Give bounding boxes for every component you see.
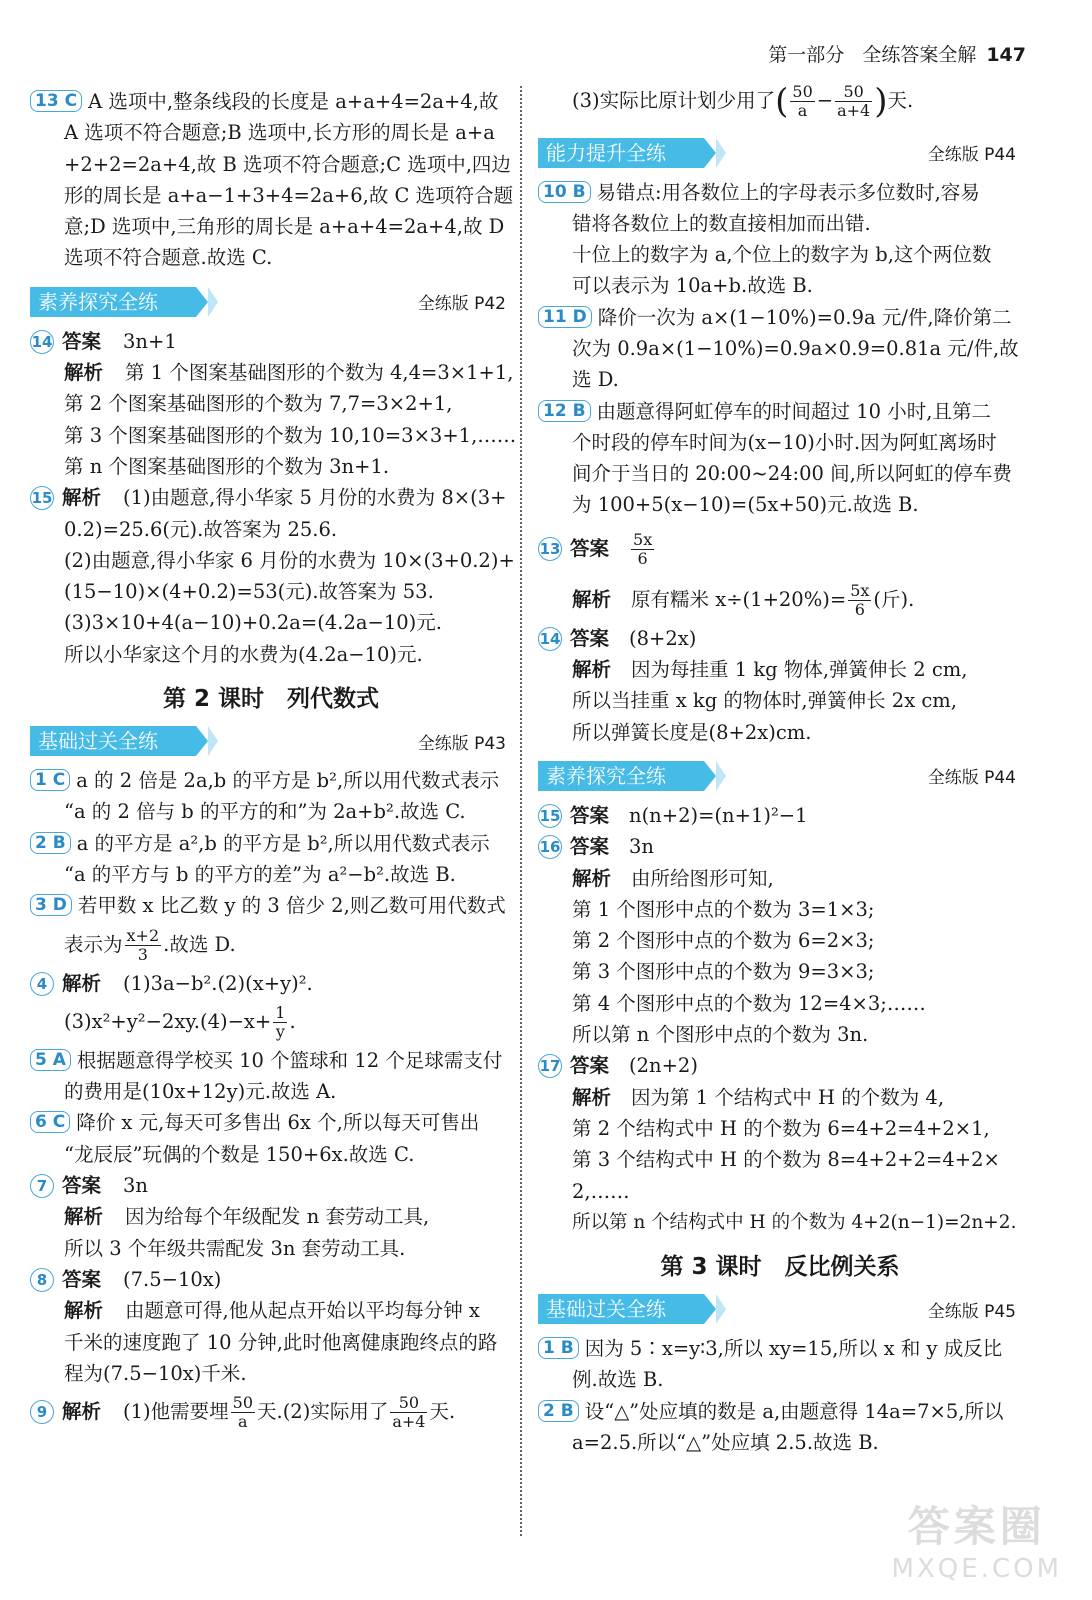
analysis-label: 解析 [572,1085,612,1109]
denominator: a+4 [837,101,871,120]
answer-text: 所以弹簧长度是(8+2x)cm. [572,720,812,744]
answer-12 [538,396,1022,521]
banner-ref: 全练版 P42 [417,294,506,315]
answer-text: a 的 2 倍是 2a,b 的平方是 b²,所以用代数式表示 [76,769,500,793]
answer-text: 十位上的数字为 a,个位上的数字为 b,这个两位数 [572,243,992,267]
question-badge: 13 C [30,90,82,112]
question-number: 17 [538,1054,562,1078]
section-banner [538,758,1022,794]
watermark-url: MXQE.COM [891,1554,1062,1584]
question-number: 8 [30,1268,54,1292]
analysis-label: 解析 [62,1400,102,1424]
fraction [231,1394,255,1431]
answer-text: A 选项中,整条线段的长度是 a+a+4=2a+4,故 [88,90,499,113]
answer-15 [30,482,515,670]
numerator: 5x [633,529,653,549]
numerator: 1 [275,1002,286,1022]
question-badge: 5 A [30,1049,71,1071]
answer-text: (15−10)×(4+0.2)=53(元).故答案为 53. [64,580,434,604]
answer-text: “a 的平方与 b 的平方的差”为 a²−b².故选 B. [64,862,456,886]
answer-r2 [538,1396,1022,1459]
answer-17r [538,1050,1022,1238]
answer-14 [30,326,517,482]
answer-10 [538,177,1022,302]
answer-text: 选项不符合题意.故选 C. [64,246,273,270]
numerator: 50 [390,1394,427,1413]
question-badge: 2 B [538,1400,579,1422]
column-divider [520,86,522,1536]
answer-text: 第 4 个图形中点的个数为 12=4×3;…… [572,991,926,1015]
answer-text: 所以当挂重 x kg 的物体时,弹簧伸长 2x cm, [572,689,958,713]
answer-text: 第 2 个图形中点的个数为 6=2×3; [572,929,875,953]
answer-text: 第 3 个结构式中 H 的个数为 8=4+2+2=4+2× [572,1148,1000,1172]
answer-text: 形的周长是 a+a−1+3+4=2a+6,故 C 选项符合题 [64,183,514,207]
answer-label: 答案 [62,1267,102,1291]
watermark-text: 答案圈 [907,1502,1046,1551]
question-badge: 3 D [30,894,72,916]
answer-text: 第 2 个图案基础图形的个数为 7,7=3×2+1, [64,392,453,416]
question-badge: 6 C [30,1111,70,1133]
fraction [790,83,814,120]
section-banner [538,135,1022,171]
analysis-label: 解析 [62,971,102,995]
answer-text: 2,…… [572,1179,630,1203]
answer-text: 所以第 n 个结构式中 H 的个数为 4+2(n−1)=2n+2. [572,1211,1017,1233]
left-paren: ( [775,81,789,122]
header-part: 第一部分 [768,44,845,66]
question-badge: 10 B [538,181,591,203]
answer-text: 天.(2)实际用了 [257,1400,389,1424]
answer-text: (2)由题意,得小华家 6 月份的水费为 10×(3+0.2)+ [64,548,515,572]
denominator: 6 [637,548,648,568]
question-number: 15 [538,804,562,828]
question-badge: 1 C [30,769,70,791]
analysis-label: 解析 [64,1299,104,1323]
answer-text: a 的平方是 a²,b 的平方是 b²,所以用代数式表示 [76,831,490,855]
answer-text: 次为 0.9a×(1−10%)=0.9a×0.9=0.81a 元/件,故 [572,336,1019,360]
denominator: 6 [854,599,865,619]
denominator: 3 [137,944,148,964]
answer-text: 易错点:用各数位上的字母表示多位数时,容易 [596,180,980,204]
answer-5 [30,1045,512,1108]
answer-text: 由题意可得,他从起点开始以平均每分钟 x [125,1299,480,1323]
numerator: 5x [850,580,870,600]
answer-text: 千米的速度跑了 10 分钟,此时他离健康跑终点的路 [64,1330,498,1354]
header-title: 全练答案全解 [862,44,977,66]
answer-text: 0.2)=25.6(元).故答案为 25.6. [64,517,338,541]
answer-text: 程为(7.5−10x)千米. [64,1361,247,1385]
answer-value: (2n+2) [629,1054,698,1078]
answer-text: 设“△”处应填的数是 a,由题意得 14a=7×5,所以 [584,1399,1004,1423]
question-number: 13 [538,537,562,561]
answer-value: (8+2x) [629,626,697,650]
analysis-label: 解析 [572,658,612,682]
question-badge: 1 B [538,1337,579,1359]
answer-text: 的费用是(10x+12y)元.故选 A. [64,1080,337,1104]
answer-4 [30,968,512,1045]
answer-16r [538,831,1022,1050]
analysis-label: 解析 [572,866,612,890]
answer-13 [30,86,512,274]
answer-text: 可以表示为 10a+b.故选 B. [572,274,813,298]
denominator: a [238,1412,248,1432]
banner-label: 基础过关全练 [30,726,196,756]
answer-text: “a 的 2 倍与 b 的平方的和”为 2a+b².故选 C. [64,800,466,824]
minus-sign: − [816,89,834,112]
right-column [538,81,1022,1458]
answer-text: 根据题意得学校买 10 个篮球和 12 个足球需支付 [76,1048,503,1072]
fraction [125,927,162,964]
answer-text: 天. [429,1400,456,1424]
section-banner [30,723,512,759]
denominator: a [797,101,808,120]
answer-3 [30,890,512,967]
answer-text: 第 2 个结构式中 H 的个数为 6=4+2=4+2×1, [572,1116,990,1140]
banner-ref: 全练版 P44 [927,768,1016,789]
answer-text: 第 n 个图案基础图形的个数为 3n+1. [64,454,390,478]
fraction [848,582,871,619]
answer-text: “龙辰辰”玩偶的个数是 150+6x.故选 C. [64,1142,415,1166]
answer-text: . [289,1009,296,1033]
answer-text: (1)由题意,得小华家 5 月份的水费为 8×(3+ [123,486,507,510]
answer-text: 选 D. [572,368,619,392]
question-badge: 2 B [30,832,71,854]
question-number: 15 [30,486,54,510]
answer-text: A 选项不符合题意;B 选项中,长方形的周长是 a+a [64,121,495,145]
answer-2 [30,828,512,891]
fraction [835,83,872,120]
answer-text: 错将各数位上的数直接相加而出错. [572,211,871,235]
answer-label: 答案 [570,626,610,650]
watermark-logo [892,1494,1062,1584]
answer-text: 因为 5∶x=y∶3,所以 xy=15,所以 x 和 y 成反比 [584,1337,1003,1361]
answer-6 [30,1107,512,1170]
left-column [30,86,517,1435]
answer-text: 因为每挂重 1 kg 物体,弹簧伸长 2 cm, [631,658,968,682]
answer-15r [538,800,1022,831]
right-paren: ) [874,81,888,122]
answer-label: 答案 [570,835,610,859]
answer-text: 例.故选 B. [572,1368,664,1392]
answer-value: n(n+2)=(n+1)²−1 [629,803,808,827]
answer-text: 由题意得阿虹停车的时间超过 10 小时,且第二 [596,399,991,423]
numerator: 50 [835,83,872,102]
answer-text: 因为给每个年级配发 n 套劳动工具, [125,1205,430,1229]
answer-text: 所以 3 个年级共需配发 3n 套劳动工具. [64,1236,406,1260]
banner-label: 能力提升全练 [538,138,704,168]
answer-text: 第 3 个图案基础图形的个数为 10,10=3×3+1,…… [64,423,517,447]
question-badge: 12 B [538,400,591,422]
fraction [390,1394,427,1431]
banner-label: 素养探究全练 [538,761,704,791]
answer-text: 由所给图形可知, [631,866,774,890]
page-header [768,40,1026,67]
page-number: 147 [986,44,1026,66]
numerator: 50 [232,1393,253,1413]
answer-7 [30,1170,512,1264]
fraction [273,1004,287,1041]
answer-text: a=2.5.所以“△”处应填 2.5.故选 B. [572,1431,879,1454]
answer-text: 个时段的停车时间为(x−10)小时.因为阿虹离场时 [572,430,997,454]
lesson-title: 第 3 课时 反比例关系 [660,1254,900,1281]
answer-text: (3)x²+y²−2xy.(4)−x+ [64,1009,272,1033]
answer-text: 第 1 个图形中点的个数为 3=1×3; [572,897,875,921]
answer-r1 [538,1333,1022,1396]
answer-text: (3)实际比原计划少用了 [572,89,776,112]
answer-text: 表示为 [64,932,123,956]
answer-text: 所以小华家这个月的水费为(4.2a−10)元. [64,642,423,666]
analysis-label: 解析 [64,1205,104,1229]
fraction [631,531,654,568]
analysis-label: 解析 [64,361,104,385]
answer-label: 答案 [570,1054,610,1078]
answer-text: 第 3 个图形中点的个数为 9=3×3; [572,960,875,984]
answer-label: 答案 [62,329,102,353]
numerator: 50 [792,82,813,101]
answer-value: (7.5−10x) [123,1267,222,1291]
denominator: a+4 [392,1412,426,1432]
answer-value: 3n [123,1174,148,1198]
analysis-label: 解析 [62,486,102,510]
answer-label: 答案 [570,536,610,560]
answer-text: 第 1 个图案基础图形的个数为 4,4=3×1+1, [125,361,514,385]
answer-text: (3)3×10+4(a−10)+0.2a=(4.2a−10)元. [64,611,442,635]
answer-11 [538,302,1022,396]
numerator: x+2 [126,925,160,945]
answer-text: (斤). [873,587,915,611]
answer-9 [30,1389,512,1435]
answer-14r [538,623,1022,748]
question-number: 16 [538,835,562,859]
banner-ref: 全练版 P43 [417,733,506,754]
answer-text: 因为第 1 个结构式中 H 的个数为 4, [631,1085,945,1109]
answer-label: 答案 [62,1174,102,1198]
answer-text: (1)他需要埋 [123,1400,229,1424]
answer-text: 为 100+5(x−10)=(5x+50)元.故选 B. [572,493,919,517]
answer-text: 若甲数 x 比乙数 y 的 3 倍少 2,则乙数可用代数式 [77,894,506,918]
analysis-label: 解析 [572,587,612,611]
banner-label: 基础过关全练 [538,1294,704,1324]
question-badge: 11 D [538,306,592,328]
section-banner [30,284,512,320]
answer-8 [30,1264,512,1389]
question-number: 7 [30,1174,54,1198]
answer-text: 间介于当日的 20:00~24:00 间,所以阿虹的停车费 [572,462,1012,486]
answer-label: 答案 [570,803,610,827]
answer-1 [30,765,512,828]
answer-text: 天. [887,89,914,112]
question-number: 4 [30,972,54,996]
answer-text: (1)3a−b².(2)(x+y)². [123,971,313,995]
answer-value: 3n+1 [123,329,177,353]
banner-ref: 全练版 P45 [927,1301,1016,1322]
answer-text: .故选 D. [163,932,236,956]
answer-text: 原有糯米 x÷(1+20%)= [631,587,847,611]
answer-text: 意;D 选项中,三角形的周长是 a+a+4=2a+4,故 D [64,215,505,239]
answer-13r [538,521,1022,623]
answer-text: +2+2=2a+4,故 B 选项不符合题意;C 选项中,四边 [64,152,511,176]
section-banner [538,1291,1022,1327]
answer-9-part3 [538,78,1022,125]
answer-text: 所以第 n 个图形中点的个数为 3n. [572,1023,869,1047]
question-number: 9 [30,1400,54,1424]
lesson-title: 第 2 课时 列代数式 [162,686,380,713]
answer-text: 降价一次为 a×(1−10%)=0.9a 元/件,降价第二 [597,305,1012,329]
question-number: 14 [538,627,562,651]
answer-text: 降价 x 元,每天可多售出 6x 个,所以每天可售出 [76,1111,480,1135]
banner-label: 素养探究全练 [30,287,196,317]
denominator: y [275,1021,285,1041]
question-number: 14 [30,330,54,354]
answer-value: 3n [629,835,654,859]
banner-ref: 全练版 P44 [927,145,1016,165]
